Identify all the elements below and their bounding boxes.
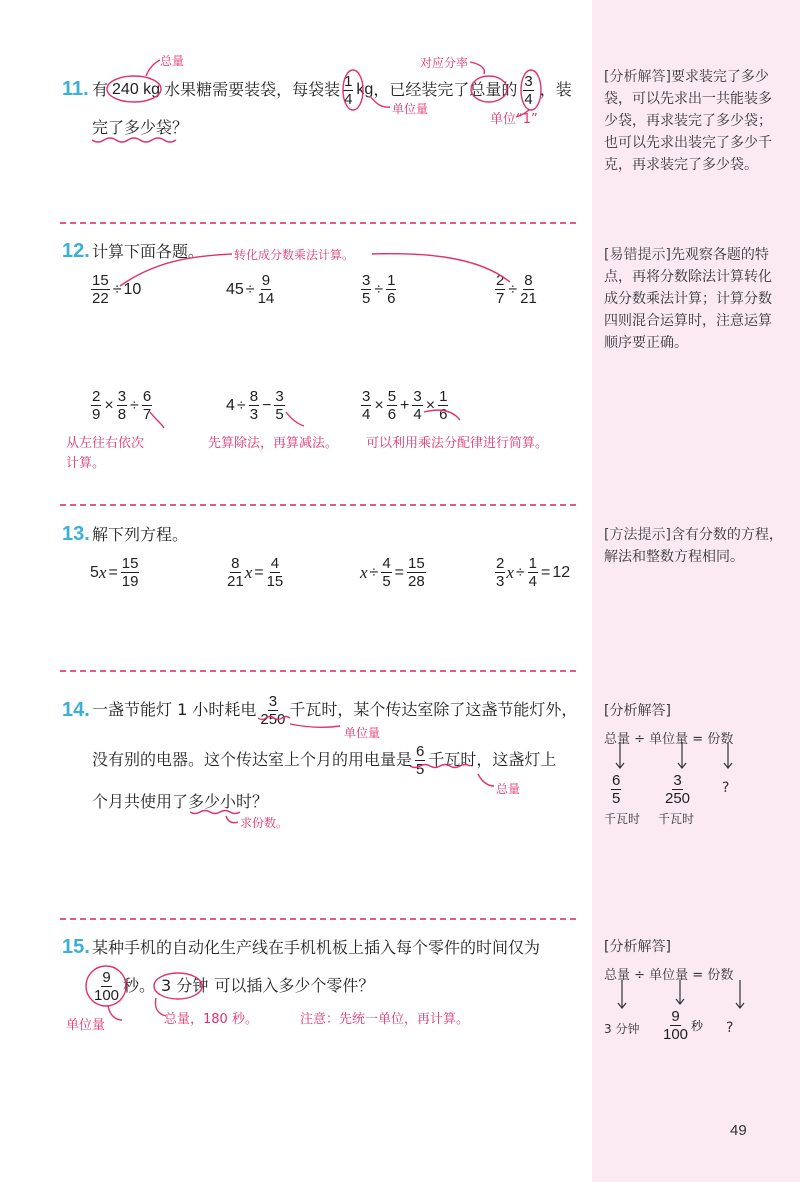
- q12-p7-b-den: 6: [387, 406, 397, 423]
- q11-ann-unit-one: 单位“1”: [490, 112, 538, 127]
- q12-p5-op1: ×: [104, 396, 114, 414]
- q12-p6-op2: −: [262, 396, 272, 414]
- q11-text-mid1: 水果糖需要装袋，每袋装: [164, 80, 341, 99]
- q12-p7-a-num: 3: [362, 388, 371, 405]
- arrow-unit-amount: [370, 96, 390, 107]
- q11-text-you: 有: [92, 80, 109, 99]
- sidebar-s4-v1-den: 5: [612, 790, 621, 807]
- q12-p1-a-num: 15: [92, 272, 109, 289]
- arc-convert-left: [120, 254, 232, 286]
- sidebar-s4-q: ?: [722, 780, 730, 796]
- page-number: 49: [730, 1122, 747, 1139]
- q12-p1-op: ÷: [112, 280, 122, 298]
- q12-p7-op2: +: [400, 396, 410, 414]
- arc-convert-right: [372, 254, 510, 282]
- arrow-total: [146, 60, 160, 76]
- sidebar-s4-u2: 千瓦时: [658, 812, 695, 826]
- arrow-q14-parts: [226, 816, 238, 823]
- q12-p5-b-num: 3: [117, 388, 127, 405]
- q12-p5-c-den: 7: [142, 406, 152, 423]
- q13-e4-var: x: [506, 562, 514, 582]
- q13-title: 解下列方程。: [92, 525, 189, 544]
- sidebar-s4-u1: 千瓦时: [604, 812, 641, 826]
- arrow-p6: [286, 412, 304, 426]
- wavy-q14-total: [410, 765, 470, 768]
- circle-9-100: [86, 966, 126, 1006]
- q12-p2-b-den: 14: [257, 290, 275, 307]
- q12-p7-b-num: 5: [387, 388, 397, 405]
- sidebar-tag-1: [分析解答]: [604, 69, 671, 85]
- q13-e2-r-den: 15: [266, 573, 284, 590]
- q12-p5-c-num: 6: [142, 388, 152, 405]
- q14-frac1-num: 3: [268, 692, 278, 710]
- q13-e3-r-num: 15: [408, 555, 425, 572]
- q13-e3-op: ÷: [369, 563, 379, 581]
- q15-text-2: 可以插入多少个零件？: [214, 976, 375, 995]
- arrow-p5: [150, 412, 164, 428]
- q12-p5-b-den: 8: [117, 406, 127, 423]
- q12-ann-convert: 转化成分数乘法计算。: [234, 248, 355, 262]
- q12-p4-a-num: 2: [496, 272, 505, 289]
- q11-frac1-den: 4: [344, 90, 353, 108]
- arrow-q15-unit: [108, 1006, 122, 1020]
- q13-number: 13.: [62, 523, 90, 545]
- arrow-unit-one: [516, 110, 529, 117]
- q14-frac1-den: 250: [260, 710, 286, 728]
- q11-ann-total: 总量: [160, 54, 185, 68]
- q11-line2: 完了多少袋？: [92, 118, 189, 137]
- q12-title: 计算下面各题。: [92, 242, 205, 261]
- sidebar-tag-5: [分析解答]: [604, 939, 671, 955]
- q13-e2-c-den: 21: [227, 573, 244, 590]
- q13-e2-c-num: 8: [231, 555, 240, 572]
- q12-p2-a: 45: [226, 280, 244, 298]
- q14-frac2-den: 5: [416, 760, 425, 778]
- q13-e4-c-num: 2: [496, 555, 505, 572]
- arrow-corr-rate: [470, 62, 484, 74]
- arrow-q15-total: [155, 998, 166, 1016]
- q12-p6-b-den: 3: [249, 406, 259, 423]
- q13-e3-var: x: [360, 562, 368, 582]
- q13-e2-r-num: 4: [270, 555, 280, 572]
- q12-p3-op: ÷: [374, 280, 384, 298]
- q14-ann-total: 总量: [496, 782, 521, 796]
- q11-frac2-den: 4: [524, 90, 533, 108]
- arrow-p7: [424, 410, 460, 420]
- q12-p3-b-den: 6: [387, 290, 396, 307]
- q14-line3: 个月共使用了多少小时？: [92, 792, 269, 811]
- sidebar-s5-v1: 3 分钟: [604, 1022, 640, 1036]
- sidebar-formula-5: 总量 ÷ 单位量 = 份数: [604, 968, 734, 983]
- q12-p7-d-den: 6: [439, 406, 448, 423]
- q12-p5-a-num: 2: [92, 388, 101, 405]
- sidebar-tag-4: [分析解答]: [604, 703, 671, 719]
- wavy-q11: [92, 138, 176, 142]
- q12-p5-a-den: 9: [92, 406, 101, 423]
- q14-text-4: 千瓦时，这盏灯上: [428, 750, 557, 769]
- q14-text-2: 千瓦时，某个传达室除了这盏节能灯外，: [289, 700, 578, 719]
- q13-e1-r-den: 19: [121, 573, 139, 590]
- sidebar-s4-v2-num: 3: [673, 772, 682, 789]
- sidebar-s5-q: ?: [726, 1020, 734, 1036]
- q11-amount: 240 kg: [112, 81, 161, 98]
- q13-e4-op: ÷: [515, 563, 525, 581]
- sidebar-text-2: 先观察各题的特点，再将分数除法计算转化成分数乘法计算；计算分数四则混合运算时，注意运算顺序要正确。: [604, 247, 772, 351]
- arrow-q14-total: [478, 774, 494, 786]
- sidebar-tag-3: [方法提示]: [604, 527, 671, 543]
- q12-p3-b-num: 1: [387, 272, 396, 289]
- q12-p7-op3: ×: [425, 396, 436, 414]
- q13-e4-d-den: 4: [528, 573, 538, 590]
- sidebar-formula-4: 总量 ÷ 单位量 = 份数: [604, 732, 734, 747]
- sidebar-tag-2: [易错提示]: [604, 247, 671, 263]
- q13-e3-c-num: 4: [382, 555, 391, 572]
- q12-p6-c-num: 3: [275, 388, 284, 405]
- q12-p6-a: 4: [226, 396, 235, 414]
- q13-e4-r: 12: [552, 563, 571, 581]
- q14-text-3: 没有别的电器。这个传达室上个月的用电量是: [92, 750, 413, 769]
- q11-ann-corr-rate: 对应分率: [420, 56, 469, 70]
- q12-number: 12.: [62, 240, 90, 262]
- q12-ann-distributive: 可以利用乘法分配律进行简算。: [366, 436, 549, 451]
- circle-3min: [154, 973, 202, 999]
- sidebar-text-3: 含有分数的方程，解法和整数方程相同。: [604, 527, 783, 565]
- q13-e4-c-den: 3: [496, 573, 505, 590]
- q12-p4-b-num: 8: [524, 272, 533, 289]
- sidebar-s5-v2-unit: 秒: [691, 1019, 704, 1033]
- q12-p7-op1: ×: [374, 396, 384, 414]
- q13-e1-eq: =: [108, 563, 118, 581]
- q14-frac2-num: 6: [416, 742, 425, 760]
- q13-e1-var: x: [98, 562, 107, 582]
- q11-frac1-num: 1: [344, 72, 353, 90]
- q15-line1: 某种手机的自动化生产线在手机机板上插入每个零件的时间仅为: [92, 938, 541, 957]
- q11-text-mid2: ，已经装完了: [373, 80, 470, 99]
- q12-p6-op1: ÷: [236, 396, 246, 414]
- q12-p6-b-num: 8: [249, 388, 259, 405]
- wavy-q14-parts: [190, 811, 240, 814]
- q15-text-3min: 3 分钟: [161, 976, 209, 995]
- q14-ann-unit: 单位量: [344, 726, 381, 740]
- q11-text-de: 的: [501, 80, 518, 99]
- q12-p7-a-den: 4: [362, 406, 371, 423]
- q12-p1-b: 10: [123, 280, 142, 298]
- q13-e4-eq: =: [541, 563, 551, 581]
- q11-ann-unit-amount: 单位量: [392, 102, 429, 116]
- q15-frac1-num: 9: [102, 968, 111, 986]
- circle-total: [471, 76, 507, 102]
- sidebar-s4-v2-den: 250: [665, 790, 691, 807]
- q11-frac2-num: 3: [524, 72, 533, 90]
- q12-p4-op: ÷: [508, 280, 518, 298]
- q15-frac1-den: 100: [94, 986, 120, 1004]
- q13-e3-r-den: 28: [408, 573, 425, 590]
- q15-number: 15.: [62, 936, 90, 958]
- q12-p2-op: ÷: [245, 280, 255, 298]
- q11-total: 总量: [469, 80, 502, 99]
- q14-ann-parts: 求份数。: [240, 816, 289, 830]
- q12-p3-a-den: 5: [362, 290, 371, 307]
- sidebar-text-1: 要求装完了多少袋，可以先求出一共能装多少袋，再求装完了多少袋；也可以先求出装完了多少千克，再求装完了多少袋。: [604, 69, 772, 173]
- arrow-q14-unit: [290, 724, 340, 727]
- q12-p1-a-den: 22: [92, 290, 109, 307]
- q11-text-zhuang: ，装: [539, 80, 572, 99]
- q15-ann-note: 注意：先统一单位，再计算。: [300, 1012, 470, 1027]
- q13-e3-eq: =: [394, 563, 405, 581]
- circle-240kg: [107, 76, 161, 102]
- q15-ann-total: 总量，180 秒。: [164, 1012, 258, 1027]
- q13-e4-d-num: 1: [528, 555, 538, 572]
- q12-ann-div-first: 先算除法，再算减法。: [208, 436, 339, 451]
- q12-p3-a-num: 3: [362, 272, 371, 289]
- q13-e3-c-den: 5: [382, 573, 391, 590]
- sidebar-s5-v2-num: 9: [671, 1008, 680, 1025]
- q11-unit-kg: kg: [356, 81, 374, 98]
- q13-e1-coef: 5: [90, 563, 99, 581]
- sidebar-s4-v1-num: 6: [612, 772, 621, 789]
- q13-e1-r-num: 15: [121, 555, 139, 572]
- q12-p7-d-num: 1: [439, 388, 448, 405]
- q12-p7-c-den: 4: [413, 406, 422, 423]
- q13-e2-var: x: [244, 562, 253, 582]
- q12-p2-b-num: 9: [261, 272, 271, 289]
- q15-ann-unit: 单位量: [66, 1018, 106, 1033]
- sidebar-s5-v2-den: 100: [663, 1026, 689, 1043]
- q11-number: 11.: [62, 78, 89, 100]
- wavy-q14-frac: [258, 717, 290, 720]
- circle-frac-1-4: [343, 70, 363, 110]
- q13-e2-eq: =: [254, 563, 264, 581]
- q12-ann-left-right-2: 计算。: [66, 456, 106, 471]
- circle-frac-3-4: [521, 70, 541, 110]
- q12-ann-left-right-1: 从左往右依次: [66, 436, 145, 451]
- q15-text-sec: 秒。: [123, 976, 156, 995]
- q12-p4-b-den: 21: [520, 290, 537, 307]
- q12-p4-a-den: 7: [496, 290, 505, 307]
- q12-p7-c-num: 3: [413, 388, 422, 405]
- q12-p5-op2: ÷: [130, 396, 139, 414]
- q14-text-1: 一盏节能灯 1 小时耗电: [92, 700, 257, 719]
- q14-number: 14.: [62, 699, 90, 721]
- q12-p6-c-den: 5: [275, 406, 284, 423]
